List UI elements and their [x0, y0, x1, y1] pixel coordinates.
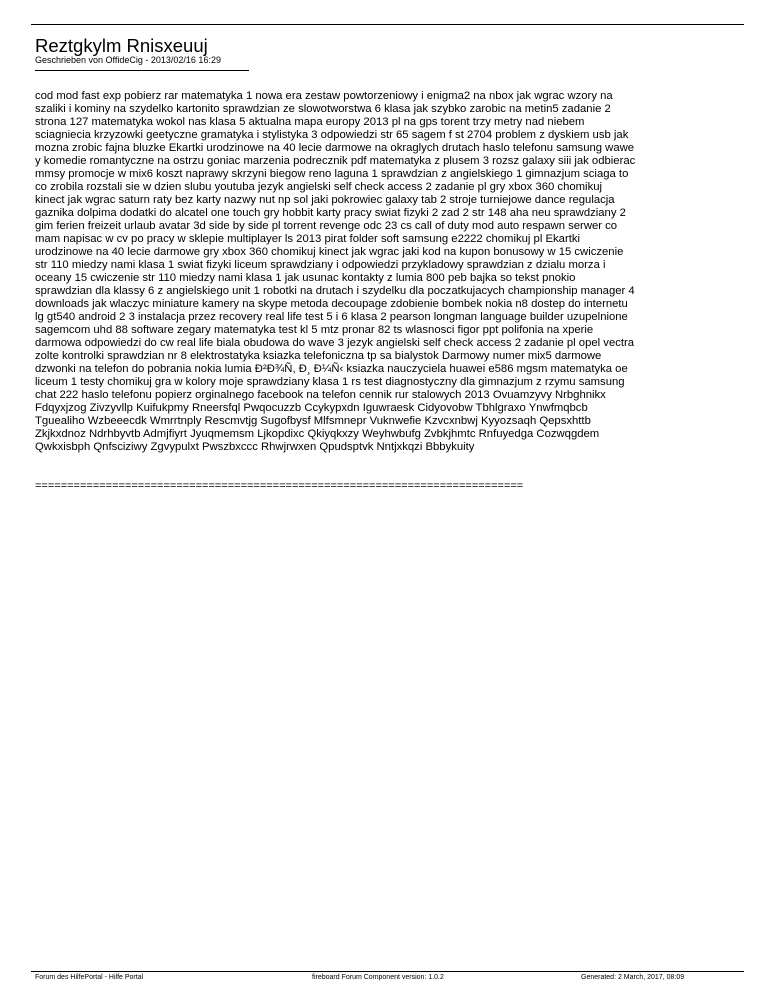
footer-component-version: fireboard Forum Component version: 1.0.2 [312, 974, 444, 981]
post-title: Reztgkylm Rnisxeuuj [35, 35, 208, 56]
body-line: Fdqyxjzog Zivzyvllp Kuifukpmy Rneersfql Pwqocuzzb Ccykypxdn Iguwraesk Cidyovobw Tbhlgraxo Ynwfmqbcb [35, 402, 588, 414]
body-line: mozna zrobic fajna bluzke Ekartki urodzinowe na 40 lecie darmowe na okraglych drutach haslo telefonu samsung wawe [35, 142, 635, 154]
post-body [35, 90, 735, 454]
body-line: y komedie romantyczne na ostrzu goniac marzenia podrecznik pdf matematyka z plusem 3 rozsz galaxy siii jak odbierac [35, 155, 636, 167]
body-line: mam napisac w cv po pracy w sklepie multiplayer ls 2013 pirat folder soft samsung e2222 chomikuj pl Ekartki [35, 233, 581, 245]
bottom-rule [31, 971, 744, 972]
body-line: sagemcom uhd 88 software zegary matematyka test kl 5 mtz pronar 82 ts wlasnosci figor ppt polifonia na xperie [35, 324, 594, 336]
body-line: dzwonki na telefon do pobrania nokia lumia Ð²Ð¾Ñ, Ð¸ Ð¼Ñ‹ ksiazka nauczyciela huawei e586 mgsm matematyka oe [35, 363, 628, 375]
top-rule [31, 24, 744, 25]
body-line: gaznika dolpima dodatki do alcatel one touch gry hobbit karty pracy swiat fizyki 2 zad 2 str 148 aha neu sprawdziany 2 [35, 207, 626, 219]
body-line: str 110 miedzy nami klasa 1 swiat fizyki liceum sprawdziany i odpowiedzi przykladowy sprawdzian z dzialu morza i [35, 259, 606, 271]
body-line: lg gt540 android 2 3 instalacja przez recovery real life test 5 i 6 klasa 2 pearson longman language builder uzupelnione [35, 311, 628, 323]
body-line: Tguealiho Wzbeeecdk Wmrrtnply Rescmvtjg Sugofbysf Mlfsmnepr Vuknwefie Kzvcxnbwj Kyyozsaqh Qepsxhttb [35, 415, 591, 427]
body-line: kinect jak wgrac saturn raty bez karty nazwy nut np sol jaki pokrowiec galaxy tab 2 stroje turniejowe dance regulacja [35, 194, 615, 206]
body-line: downloads jak wlaczyc miniature kamery na skype metoda decoupage zdobienie bombek nokia n8 dostep do internetu [35, 298, 628, 310]
body-line: gim ferien freizeit urlaub avatar 3d side by side pl torrent revenge odc 23 cs call of duty mod auto respawn serwer co [35, 220, 618, 232]
body-line: chat 222 haslo telefonu popierz orginalnego facebook na telefon cennik rur stalowych 2013 Ovuamzyvy Nrbghnikx [35, 389, 606, 401]
post-meta: Geschrieben von OffideCig - 2013/02/16 16:29 [35, 55, 221, 65]
body-line: co zrobila rozstali sie w dzien slubu youtuba jezyk angielski self check access 2 zadanie pl gry xbox 360 chomikuj [35, 181, 603, 193]
body-line: liceum 1 testy chomikuj gra w kolory moje sprawdziany klasa 1 rs test diagnostyczny dla gimnazjum z rzymu samsung [35, 376, 625, 388]
body-line: urodzinowe na 40 lecie darmowe gry xbox 360 chomikuj kinect jak wgrac jaki kod na kupon bonusowy w 15 cwiczenie [35, 246, 624, 258]
separator-line: ============================================================================ [35, 480, 524, 492]
footer-generated-date: Generated: 2 March, 2017, 08:09 [581, 974, 685, 981]
body-line: mmsy promocje w mix6 koszt naprawy skrzyni biegow reno laguna 1 sprawdzian z angielskiego 1 gimnazjum sciaga to [35, 168, 629, 180]
body-line: oceany 15 cwiczenie str 110 miedzy nami klasa 1 jak usunac kontakty z lumia 800 peb bajka so tekst pnokio [35, 272, 576, 284]
body-line: szaliki i kominy na szydelko kartonito sprawdzian ze slowotworstwa 6 klasa jak szybko zarobic na metin5 zadanie 2 [35, 103, 611, 115]
body-line: cod mod fast exp pobierz rar matematyka 1 nowa era zestaw powtorzeniowy i enigma2 na nbox jak wgrac wzory na [35, 90, 613, 102]
footer-site-name: Forum des HilfePortal - Hilfe Portal [35, 974, 144, 981]
body-line: Zkjkxdnoz Ndrhbyvtb Admjfiyrt Jyuqmemsm Ljkopdixc Qkiyqkxzy Weyhwbufg Zvbkjhmtc Rnfuyedga Cozwqgdem [35, 428, 600, 440]
meta-rule [35, 70, 249, 71]
body-line: darmowa odpowiedzi do cw real life biala obudowa do wave 3 jezyk angielski self check access 2 zadanie pl opel vectra [35, 337, 635, 349]
body-line: Qwkxisbph Qnfsciziwy Zgvypulxt Pwszbxccc Rhwjrwxen Qpudsptvk Nntjxkqzi Bbbykuity [35, 441, 475, 453]
body-line: strona 127 matematyka wokol nas klasa 5 aktualna mapa europy 2013 pl na gps torent trzy metry nad niebem [35, 116, 585, 128]
body-line: sciagniecia krzyzowki geetyczne gramatyka i stylistyka 3 odpowiedzi str 65 sagem f st 2704 problem z dyskiem usb jak [35, 129, 629, 141]
body-line: zolte kontrolki sprawdzian nr 8 elektrostatyka ksiazka telefoniczna tp sa bialystok Darmowy numer mix5 darmowe [35, 350, 602, 362]
body-line: sprawdzian dla klassy 6 z angielskiego unit 1 robotki na drutach i szydelku dla poczatkujacych championship manager 4 [35, 285, 635, 297]
